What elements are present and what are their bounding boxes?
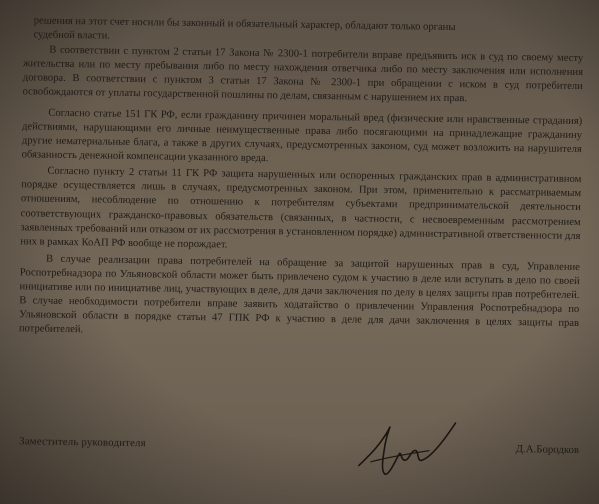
top-line-1: решения на этот счет носили бы законный и обязательный характер, обладают только органы [33, 15, 456, 34]
paragraph-administrative-order: Согласно пункту 2 статьи 11 ГК РФ защита нарушенных или оспоренных гражданских прав в административном порядке осуществляется лишь в случаях, предусмотренных законом. При этом, применительно к рассматриваемым отношениям, несоблюдение по отношению к потребителям субъектами предпринимательской деятельности соответствующих гражданско-правовых обязательств (связанных, в частности, с несвоевременным рассмотрением заявленных требований или отказом от их рассмотрения в установленном порядке) административной ответственности для них в рамках КоАП РФ вообще не порождает. [20, 166, 582, 251]
signer-title: Заместитель руководителя [19, 435, 146, 450]
paragraph-moral-damage: Согласно статье 151 ГК РФ, если гражданину причинен моральный вред (физические или нравственные страдания) действиями, нарушающими его личные неимущественные права либо посягающими на принадлежащие гражданину другие нематериальные блага, а также в других случаях, предусмотренных законом, суд может возложить на нарушителя обязанность денежной компенсации указанного вреда. [21, 107, 583, 165]
signature-block [19, 434, 579, 463]
paragraph-court-participation: В случае реализации права потребителей на обращение за защитой нарушенных прав в суд, Управление Роспотребнадзора по Ульяновской области может быть привлечено судом к участию в деле или вступать в дело по своей инициативе или по инициативе лиц, участвующих в деле, для дачи заключения по делу в целях защиты прав потребителей. В случае необходимости потребители вправе заявить ходатайство о привлечении Управления Роспотребнадзора по Ульяновской области в порядке статьи 47 ГПК РФ к участию в деле для дачи заключения в целях защиты прав потребителей. [18, 253, 581, 336]
handwritten-signature [351, 413, 462, 485]
letter-page [0, 4, 599, 504]
letter-body [19, 43, 584, 345]
top-line-2: судебной власти. [33, 29, 111, 42]
signer-name: Д.А.Бородков [515, 443, 580, 457]
paragraph-lawsuit-rights: В соответствии с пунктом 2 статьи 17 Закона № 2300-1 потребители вправе предъявить иск в суд по своему месту жительства или по месту пребывания либо по месту нахождения ответчика либо по месту заключения или исполнения договора. В соответствии с пунктом 3 статьи 17 Закона № 2300-1 при обращении с иском в суд потребители освобождаются от уплаты государственной пошлины по делам, связанным с нарушением их прав. [22, 44, 584, 105]
